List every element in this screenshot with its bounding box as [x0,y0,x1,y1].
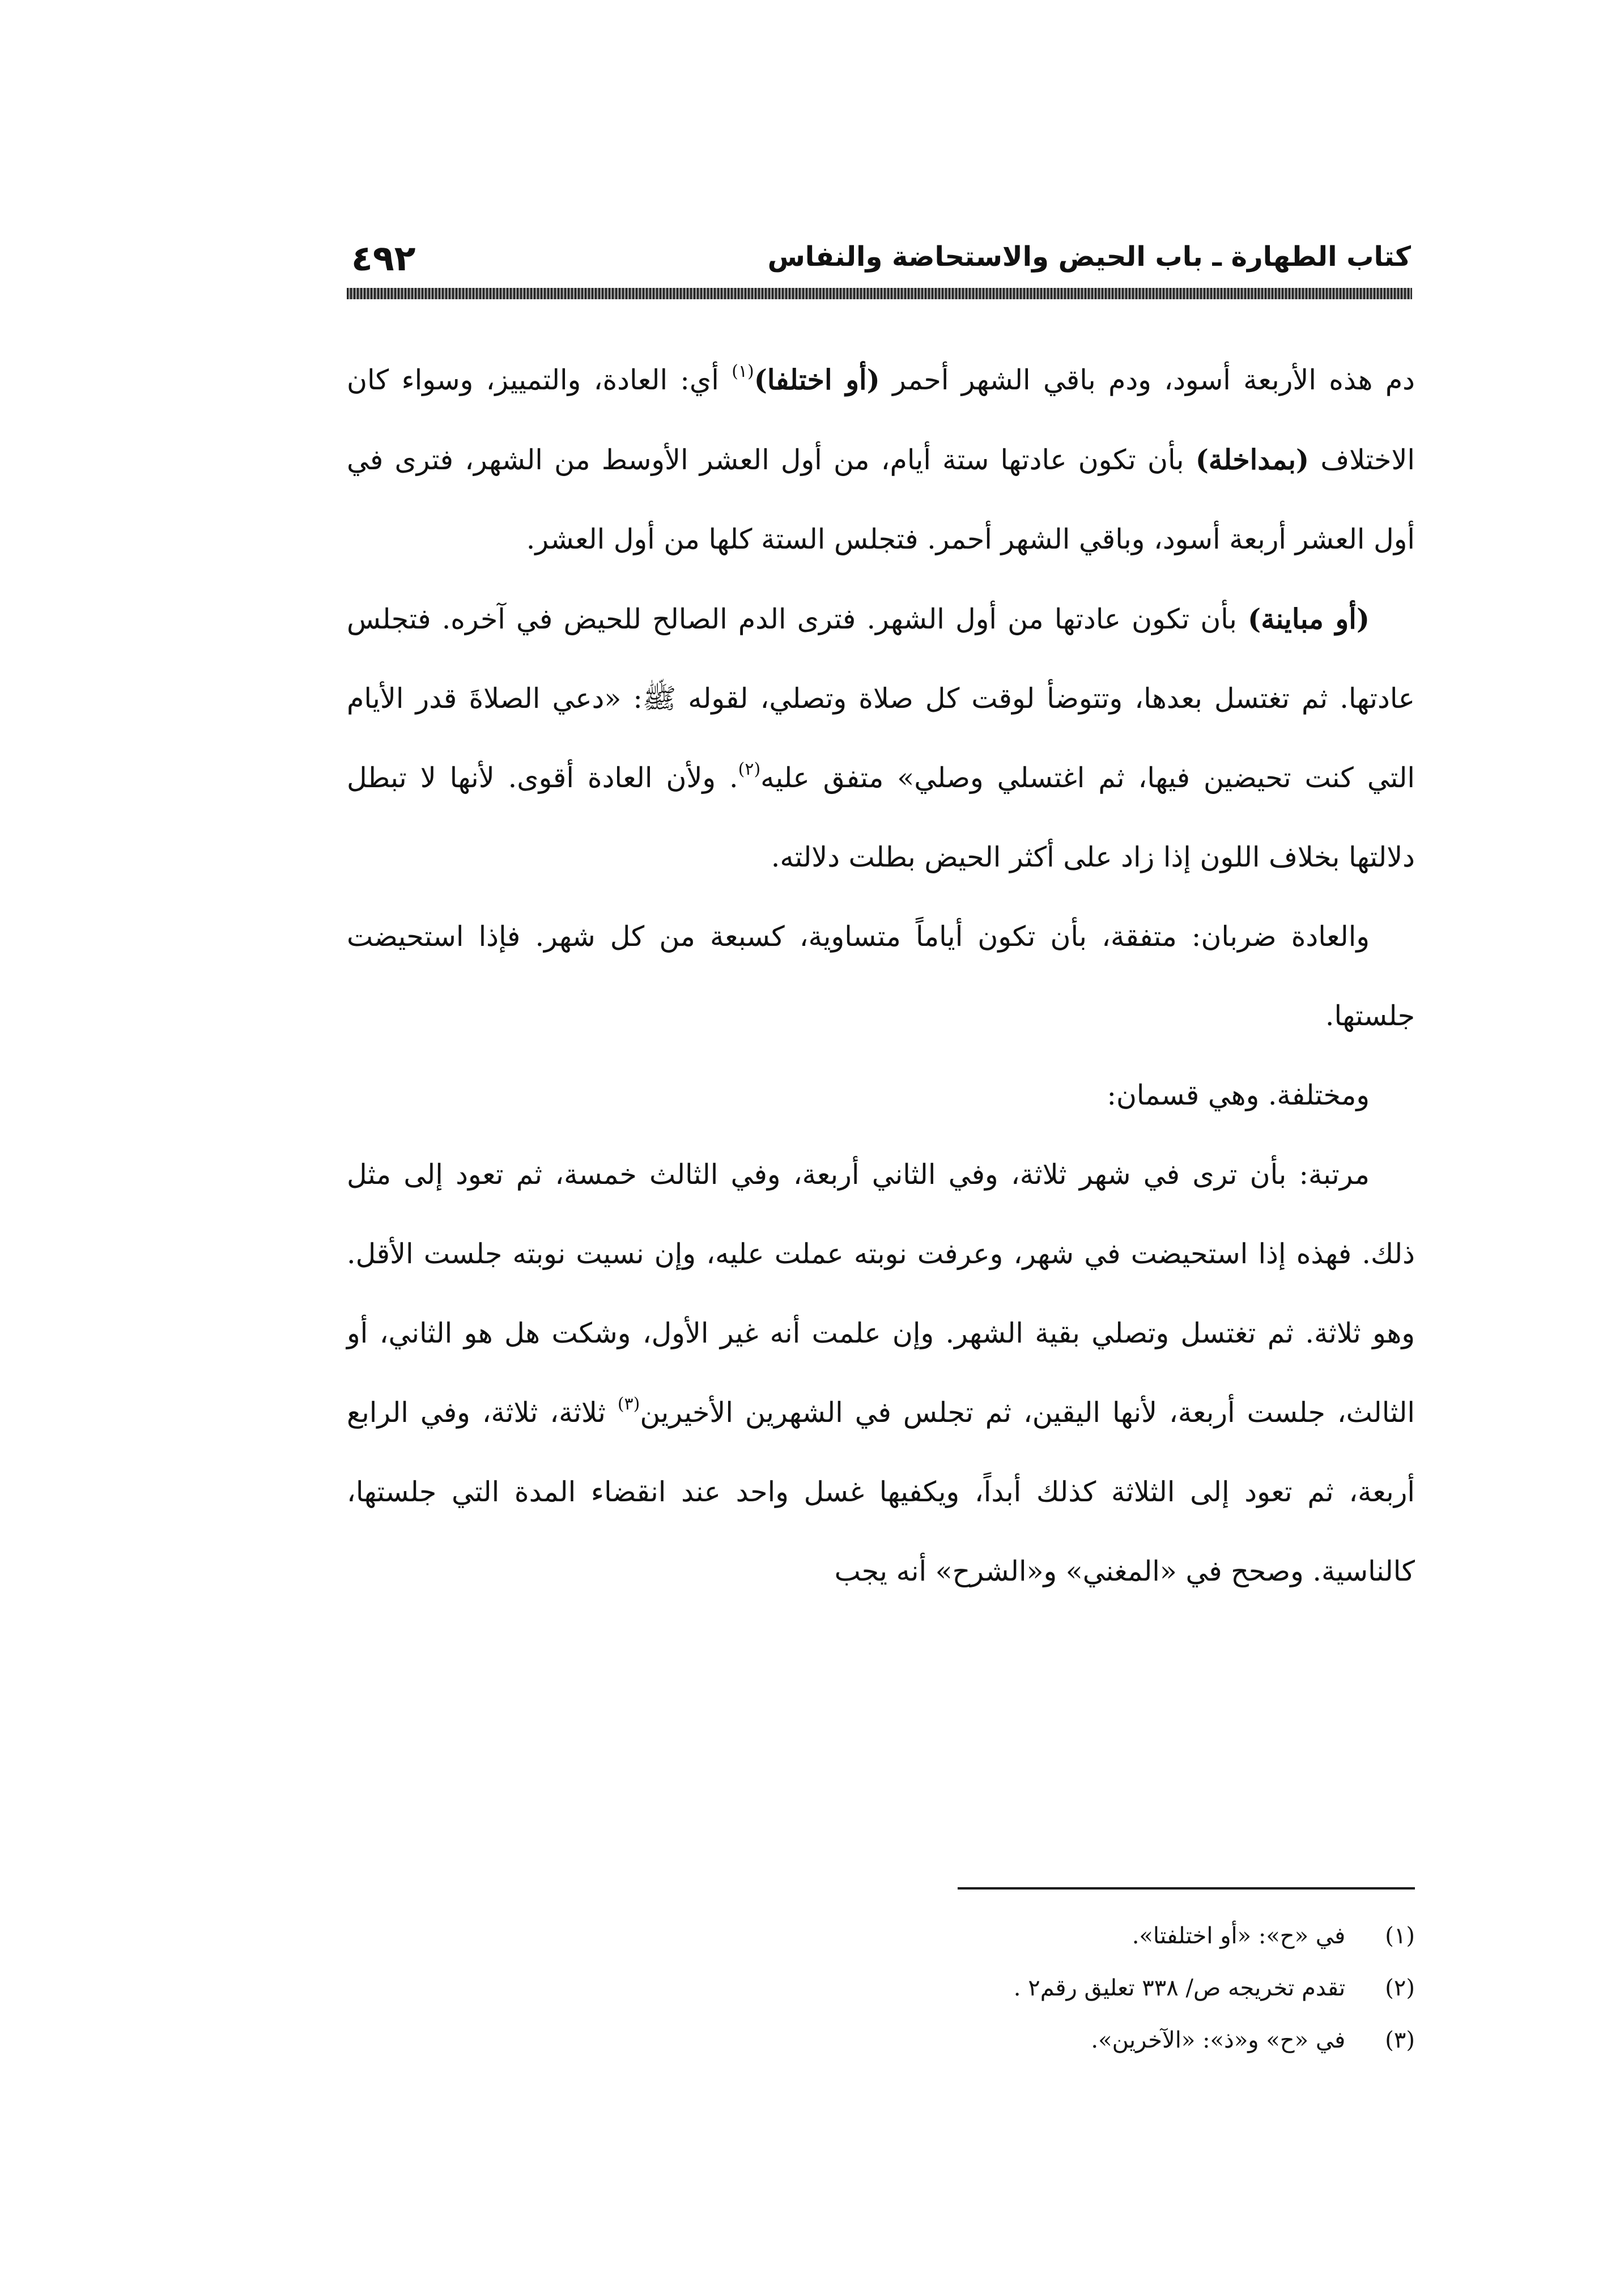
text-run: مرتبة: بأن ترى في شهر ثلاثة، وفي الثاني أربعة، وفي الثالث خمسة، ثم تعود إلى مثل ذلك. فهذه إذا استحيضت في شهر، وعرفت نوبته عملت عليه، وإن نسيت نوبته جلست الأقل. وهو ثلاثة. ثم تغتسل وتصلي بقية الشهر. وإن علمت أنه غير الأول، وشكت هل هو الثاني، أو الثالث، جلست أربعة، لأنها اليقين، ثم تجلس في الشهرين الأخيرين [347,1158,1415,1429]
paragraph-2 [347,579,1415,897]
text-run: بأن تكون عادتها من أول الشهر. فترى الدم الصالح للحيض في آخره. فتجلس عادتها. ثم تغتسل بعدها، وتتوضأ لوقت كل صلاة وتصلي، لقوله ﷺ: «دعي الصلاةَ قدر الأيام التي كنت تحيضين فيها، ثم اغتسلي وصلي» متفق عليه [347,603,1415,794]
page-header [351,237,1411,281]
footnotes [347,1910,1415,2066]
footnote-text: تقدم تخريجه ص/ ٣٣٨ تعليق رقم٢ . [1013,1975,1346,2001]
footnote-2 [347,1962,1415,2014]
running-title: كتاب الطهارة ـ باب الحيض والاستحاضة والنفاس [767,241,1411,273]
paragraph-1 [347,340,1415,579]
footnote-number: (١) [1385,1923,1415,1949]
paragraph-3: والعادة ضربان: متفقة، بأن تكون أياماً متساوية، كسبعة من كل شهر. فإذا استحيضت جلستها. [347,920,1415,1032]
text-run: دم هذه الأربعة أسود، ودم باقي الشهر أحمر [879,364,1415,396]
footnote-text: في «ح» و«ذ»: «الآخرين». [1091,2027,1346,2053]
paragraph-4: ومختلفة. وهي قسمان: [1107,1079,1370,1111]
matn-phrase: (أو مباينة) [1248,602,1370,635]
paragraph-5 [347,1135,1415,1611]
footnote-1 [347,1910,1415,1962]
matn-phrase: (أو اختلفا) [754,363,880,396]
matn-phrase: (بمداخلة) [1195,443,1310,476]
text-run: . ولأن العادة أقوى. لأنها لا تبطل دلالتها بخلاف اللون إذا زاد على أكثر الحيض بطلت دلالته. [347,762,1415,873]
footnote-ref: (٣) [617,1394,640,1414]
page-number: ٤٩٢ [351,237,416,279]
footnote-ref: (١) [732,362,754,381]
footnote-text: في «ح»: «أو اختلفتا». [1132,1923,1346,1949]
footnote-separator [958,1887,1415,1889]
footnote-number: (٢) [1385,1975,1415,2001]
footnote-ref: (٢) [738,759,761,779]
footnote-number: (٣) [1385,2027,1415,2053]
main-text [347,340,1415,1611]
text-run: ثلاثة، ثلاثة، وفي الرابع أربعة، ثم تعود إلى الثلاثة كذلك أبداً، ويكفيها غسل واحد عند انقضاء المدة التي جلستها، كالناسية. وصحح في «المغني» و«الشرح» أنه يجب [347,1396,1415,1587]
text-run: أي: العادة، والتمييز، وسواء كان الاختلاف [347,364,1415,476]
header-rule [347,288,1412,299]
text-run: بأن تكون عادتها ستة أيام، من أول العشر الأوسط من الشهر، فترى في أول العشر أربعة أسود، وباقي الشهر أحمر. فتجلس الستة كلها من أول العشر. [347,444,1415,555]
footnote-3 [347,2014,1415,2066]
